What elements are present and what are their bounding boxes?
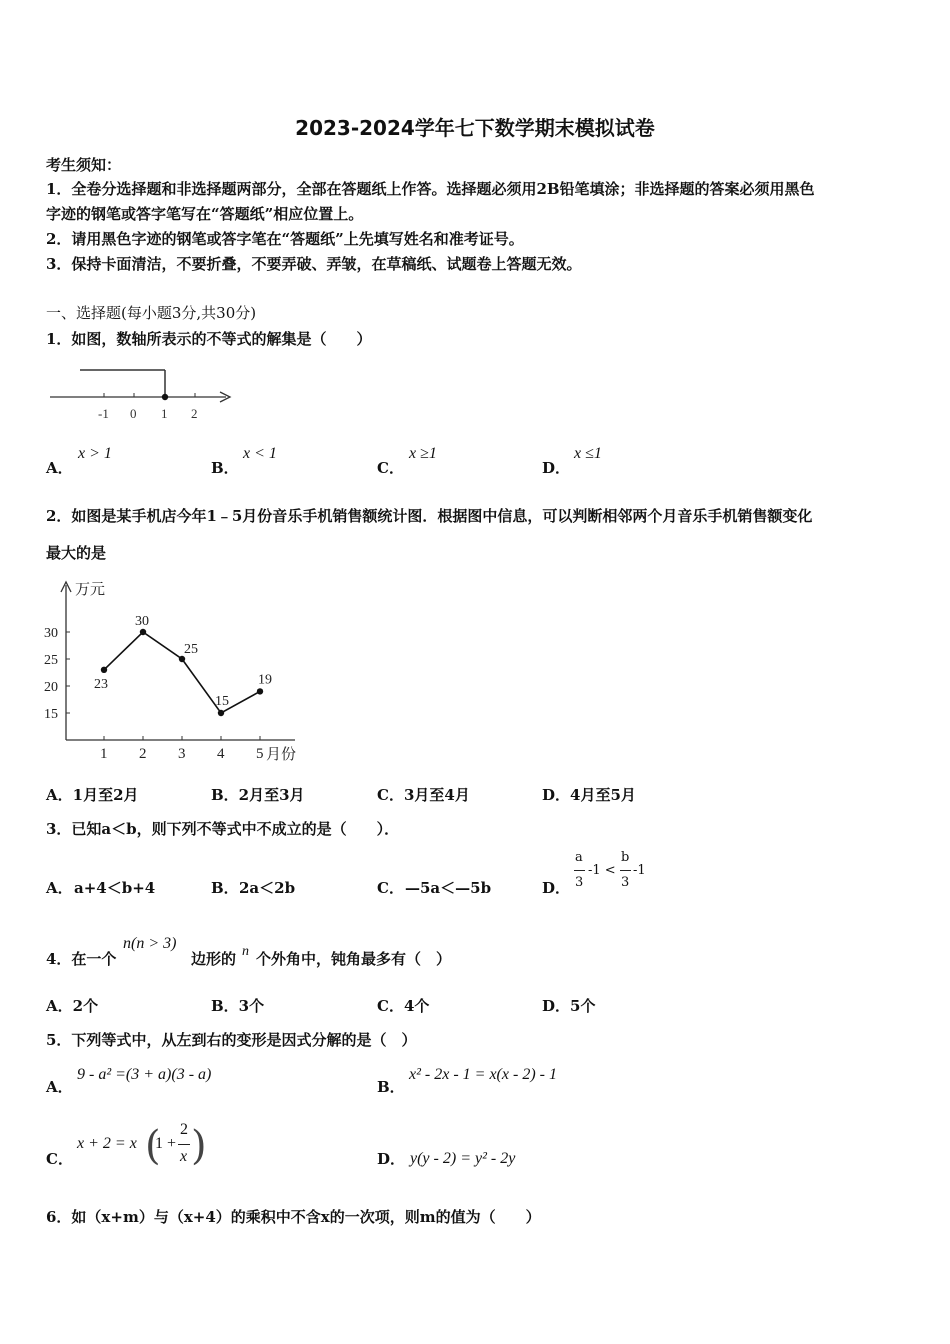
data-label: 23 (94, 676, 108, 692)
q1-stem: 1．如图，数轴所表示的不等式的解集是（ ） (46, 330, 372, 348)
q1-label-c: C． (377, 459, 404, 477)
q4-n: n (242, 944, 249, 959)
q3-stem: 3．已知a＜b，则下列不等式中不成立的是（ ）． (46, 820, 400, 838)
q1-option-a[interactable]: x > 1 (78, 445, 112, 462)
q1-option-b[interactable]: x < 1 (243, 445, 277, 462)
q2-option-c[interactable]: C．3月至4月 (377, 786, 470, 804)
data-label: 15 (215, 694, 229, 709)
data-point (218, 710, 224, 716)
q3-label-b: B． (211, 879, 239, 897)
q5-option-d[interactable]: y(y - 2) = y² - 2y (410, 1150, 516, 1167)
series-line (104, 632, 260, 713)
y-tick-label: 20 (44, 680, 58, 695)
q1-label-d: D． (542, 459, 571, 477)
q4-mid: 边形的 (191, 950, 237, 968)
data-label: 19 (258, 672, 272, 688)
notice-line-1b: 字迹的钢笔或答字笔写在“答题纸”相应位置上。 (46, 205, 364, 223)
q3-label-c: C． (377, 879, 404, 897)
q4-option-c[interactable]: C．4个 (377, 997, 430, 1015)
q2-option-b[interactable]: B．2月至3月 (211, 786, 305, 804)
left-paren: ( (145, 1123, 161, 1169)
q1-label-b: B． (211, 459, 239, 477)
q5-label-b: B． (377, 1078, 405, 1096)
fraction-denominator: 3 (621, 875, 630, 890)
option-c-denominator: x (180, 1148, 188, 1165)
fraction-numerator: a (575, 850, 583, 865)
q2-option-d[interactable]: D．4月至5月 (542, 786, 636, 804)
q5-option-b[interactable]: x² - 2x - 1 = x(x - 2) - 1 (409, 1066, 557, 1083)
fraction-denominator: 3 (575, 875, 584, 890)
option-c-lhs: x + 2 = x (77, 1135, 137, 1152)
x-tick-label: 3 (178, 746, 186, 762)
q5-label-c: C． (46, 1150, 73, 1168)
x-tick-label: 2 (139, 746, 147, 762)
data-point (101, 667, 107, 673)
number-line-point (162, 394, 168, 400)
q3-label-a: A． (46, 879, 73, 897)
sales-line-chart (40, 575, 310, 770)
q1-option-c[interactable]: x ≥1 (409, 445, 437, 462)
notice-line-3: 3．保持卡面清洁，不要折叠，不要弄破、弄皱，在草稿纸、试题卷上答题无效。 (46, 255, 582, 273)
q4-suffix: 个外角中，钝角最多有（ ） (256, 950, 452, 968)
q5-option-c[interactable] (77, 1120, 207, 1174)
x-tick-label: 1 (100, 746, 108, 762)
fraction-bar (574, 870, 585, 871)
notice-heading: 考生须知： (46, 156, 122, 174)
x-tick-label: 5 (256, 746, 264, 762)
y-axis-label: 万元 (75, 582, 106, 598)
q4-option-d[interactable]: D．5个 (542, 997, 596, 1015)
q6-stem: 6．如（x+m）与（x+4）的乘积中不含x的一次项，则m的值为（ ） (46, 1208, 541, 1226)
q4-math: n(n > 3) (123, 935, 177, 952)
q4-option-b[interactable]: B．3个 (211, 997, 265, 1015)
q3-label-d: D． (542, 879, 571, 897)
x-axis-label: 月份 (266, 747, 297, 763)
y-tick-label: 30 (44, 626, 58, 641)
q4-option-a[interactable]: A．2个 (46, 997, 99, 1015)
q5-label-d: D． (377, 1150, 406, 1168)
q1-option-d[interactable]: x ≤1 (574, 445, 602, 462)
option-c-numerator: 2 (180, 1121, 188, 1138)
tick-label: 0 (130, 406, 137, 421)
q5-label-a: A． (46, 1078, 73, 1096)
data-label: 25 (184, 642, 198, 657)
fraction-numerator: b (621, 850, 630, 865)
y-tick-label: 25 (44, 653, 58, 668)
section-heading: 一、选择题(每小题3分,共30分) (46, 304, 257, 322)
fraction-middle: -1 < (588, 863, 616, 878)
data-label: 30 (135, 614, 149, 629)
q3-option-c[interactable]: —5a＜—5b (405, 879, 492, 897)
q1-label-a: A． (46, 459, 73, 477)
tick-label: 1 (161, 406, 168, 421)
number-line-figure (46, 362, 246, 424)
q3-option-b[interactable]: 2a＜2b (239, 879, 296, 897)
q3-option-a[interactable]: a+4＜b+4 (74, 879, 156, 897)
q5-stem: 5．下列等式中，从左到右的变形是因式分解的是（ ） (46, 1031, 417, 1049)
fraction-bar (620, 870, 631, 871)
q5-option-a[interactable]: 9 - a² =(3 + a)(3 - a) (77, 1066, 212, 1083)
fraction-tail: -1 (633, 863, 646, 878)
q2-option-a[interactable]: A．1月至2月 (46, 786, 139, 804)
q3-option-d[interactable] (573, 850, 653, 898)
tick-label: -1 (98, 406, 109, 421)
notice-line-1a: 1．全卷分选择题和非选择题两部分，全部在答题纸上作答。选择题必须用2B铅笔填涂；非选择题的答案必须用黑色 (46, 180, 815, 198)
x-tick-label: 4 (217, 746, 225, 762)
data-point (140, 629, 146, 635)
data-point (257, 688, 263, 694)
notice-line-2: 2．请用黑色字迹的钢笔或答字笔在“答题纸”上先填写姓名和准考证号。 (46, 230, 524, 248)
right-paren: ) (191, 1123, 207, 1169)
q2-stem-b: 最大的是 (46, 544, 107, 562)
page-title: 2023-2024学年七下数学期末模拟试卷 (295, 116, 655, 140)
q2-stem-a: 2．如图是某手机店今年1﹣5月份音乐手机销售额统计图．根据图中信息，可以判断相邻两个月音乐手机销售额变化 (46, 507, 813, 525)
tick-label: 2 (191, 406, 198, 421)
fraction-bar (178, 1144, 190, 1145)
y-tick-label: 15 (44, 707, 58, 722)
q4-prefix: 4．在一个 (46, 950, 117, 968)
option-c-one: 1 + (155, 1135, 177, 1152)
